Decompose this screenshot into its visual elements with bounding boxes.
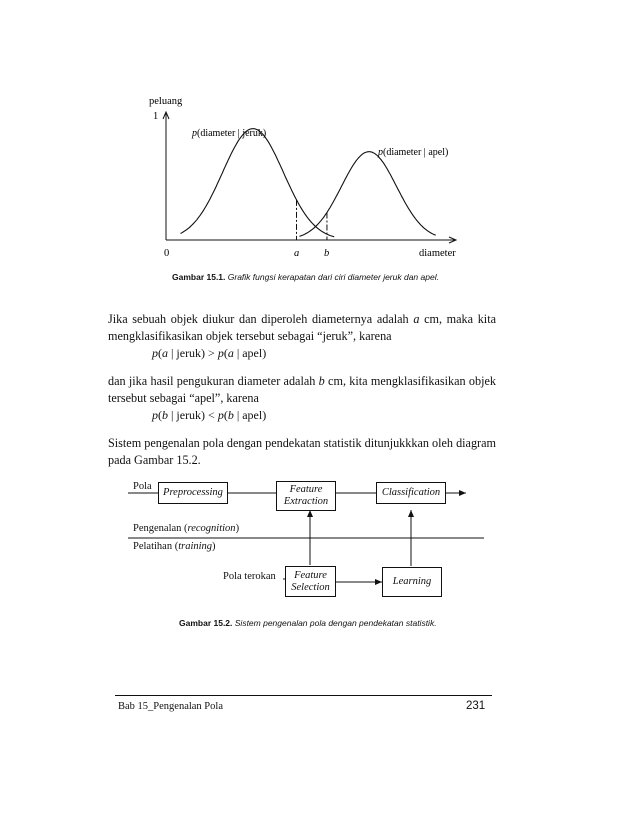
formula-1: p(a | jeruk) > p(a | apel) [152, 346, 267, 360]
footer-chapter: Bab 15_Pengenalan Pola [118, 701, 223, 712]
x-mark-a: a [294, 248, 300, 259]
paragraph-3: Sistem pengenalan pola dengan pendekatan statistik ditunjukkkan oleh diagram pada Gambar 15.2. [108, 436, 496, 467]
figure-1-caption: Gambar 15.1. Grafik fungsi kerapatan dari ciri diameter jeruk dan apel. [172, 272, 439, 282]
input-label-pola-terokan: Pola terokan [223, 571, 276, 582]
feature-extraction-box: Feature Extraction [276, 481, 336, 511]
y-axis-label: peluang [149, 96, 183, 107]
paragraph-1: Jika sebuah objek diukur dan diperoleh diameternya adalah a cm, maka kita mengklasifikasikan objek tersebut sebagai “jeruk”, karena [108, 312, 496, 343]
classification-box: Classification [376, 482, 446, 504]
y-axis-tick-1: 1 [153, 111, 159, 122]
input-label-pola: Pola [133, 481, 152, 492]
curve-jeruk [181, 129, 335, 237]
curve-apel [299, 152, 435, 237]
feature-selection-box: Feature Selection [285, 566, 336, 597]
label-recognition: Pengenalan (recognition) [133, 523, 240, 534]
learning-box: Learning [382, 567, 442, 597]
figure-2-caption: Gambar 15.2. Sistem pengenalan pola dengan pendekatan statistik. [179, 618, 437, 628]
footer-rule [115, 695, 492, 696]
curve-label-jeruk: p(diameter | jeruk) [192, 128, 267, 139]
x-axis-tick-0: 0 [164, 248, 170, 259]
label-training: Pelatihan (training) [133, 541, 216, 552]
curve-label-apel: p(diameter | apel) [378, 147, 449, 158]
x-mark-b: b [324, 248, 330, 259]
paragraph-2: dan jika hasil pengukuran diameter adalah b cm, kita mengklasifikasikan objek tersebut sebagai “apel”, karena [108, 374, 497, 405]
formula-2: p(b | jeruk) < p(b | apel) [152, 408, 267, 422]
density-chart [0, 0, 638, 300]
page-number: 231 [466, 700, 486, 712]
preprocessing-box: Preprocessing [158, 482, 228, 504]
x-axis-label: diameter [419, 248, 456, 259]
